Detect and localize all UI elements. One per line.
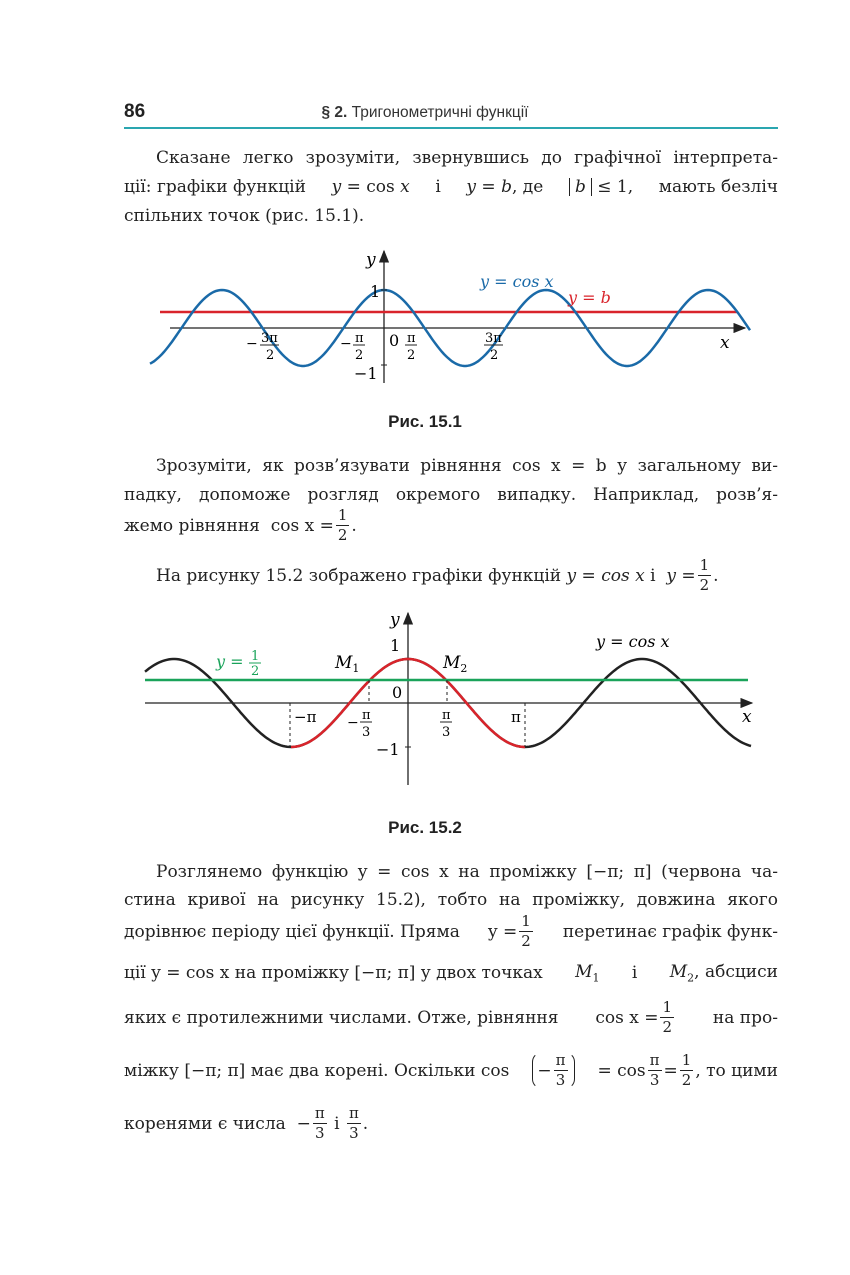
fig2-y-label: y — [390, 610, 400, 630]
fig2-label-half-num: 1 — [251, 649, 260, 664]
fig2-tick-pi: π — [511, 708, 521, 726]
fig2-tick-one: 1 — [390, 636, 401, 655]
p4-line2: стина кривої на рисунку 15.2), тобто на проміжку, довжина якого — [124, 890, 778, 910]
page-number: 86 — [124, 101, 146, 122]
figure-15-1 — [140, 245, 760, 395]
fig1-label-cos: y = cos x — [480, 272, 554, 291]
fig1-tick-minus-one: −1 — [354, 364, 378, 383]
fig2-x-label: x — [742, 707, 752, 727]
p4-line7: коренями є числа − $\frac{\pi}{3}$ і $\frac{\pi}{3}$ . — [124, 1104, 369, 1142]
fig1-tick-zero: 0 — [389, 331, 400, 350]
fig2-tick-pi3-den: 3 — [442, 725, 451, 740]
caption-15-2: Рис. 15.2 — [388, 818, 462, 837]
fig1-tick-m3pi2-den: 2 — [266, 348, 275, 363]
fig1-tick-mpi2-num: π — [355, 331, 364, 346]
fig2-tick-pi3-num: π — [442, 708, 451, 723]
p1-line2: ції: графіки функцій y = cos x і y = b, де b ≤ 1, мають безліч — [124, 177, 778, 197]
p3-line: На рисунку 15.2 зображено графіки функцій y = cos x і y = $\frac{1}{2}$ . — [156, 556, 719, 594]
p4-line3: дорівнює періоду цієї функції. Пряма y = $\frac{1}{2}$ перетинає графік функ- — [124, 912, 778, 950]
fig1-tick-3pi2-den: 2 — [490, 348, 499, 363]
fig2-m1: $M_1$ — [335, 653, 360, 675]
p2-line1: Зрозуміти, як розв’язувати рівняння cos x = b у загальному ви- — [156, 456, 778, 476]
caption-15-1: Рис. 15.1 — [388, 412, 462, 431]
svg-text:−: − — [246, 336, 258, 352]
fig1-tick-one: 1 — [370, 282, 381, 301]
figure-15-2 — [140, 605, 760, 790]
fig2-tick-zero: 0 — [392, 683, 403, 702]
fig1-tick-m3pi2-num: 3π — [261, 331, 278, 346]
fig2-tick-mpi: −π — [294, 708, 317, 726]
running-header: § 2. Тригонометричні функції — [321, 104, 529, 121]
p2-line3: жемо рівняння cos x = $\frac{1}{2}$ . — [124, 506, 357, 544]
fig1-tick-3pi2-num: 3π — [485, 331, 502, 346]
fig2-tick-mpi3-num: π — [362, 708, 371, 723]
fig2-label-half: y = — [216, 652, 244, 671]
fig2-tick-minus-one: −1 — [376, 740, 400, 759]
p1-line1: Сказане легко зрозуміти, звернувшись до графічної інтерпрета- — [156, 148, 778, 168]
fig2-tick-mpi3-den: 3 — [362, 725, 371, 740]
fig2-label-half-den: 2 — [251, 664, 260, 679]
fig1-label-b: y = b — [568, 288, 611, 307]
fig1-tick-mpi2-den: 2 — [355, 348, 364, 363]
p4-line5: яких є протилежними числами. Отже, рівняння cos x = $\frac{1}{2}$ на про- — [124, 998, 778, 1036]
fig2-m2: $M_2$ — [443, 653, 468, 675]
fig2-label-cos: y = cos x — [596, 632, 670, 651]
svg-text:−: − — [340, 336, 352, 352]
svg-text:−: − — [347, 715, 359, 731]
fig1-x-label: x — [720, 333, 730, 353]
fig1-tick-pi2-den: 2 — [407, 348, 416, 363]
fig1-tick-pi2-num: π — [407, 331, 416, 346]
p2-line2: падку, допоможе розгляд окремого випадку. Наприклад, розв’я- — [124, 485, 778, 505]
header-rule — [124, 127, 778, 129]
p4-line6: міжку [−π; π] має два корені. Оскільки cos − $\frac{\pi}{3}$ = cos $\frac{\pi}{3}$ = $\frac{1}{2}$ , то цими — [124, 1051, 778, 1089]
p4-line4: ції y = cos x на проміжку [−π; π] у двох точках $M_1$ і $M_2$, абсциси — [124, 962, 778, 985]
p4-line1: Розглянемо функцію y = cos x на проміжку [−π; π] (червона ча- — [156, 862, 778, 882]
p1-line3: спільних точок (рис. 15.1). — [124, 206, 365, 226]
fig1-y-label: y — [366, 250, 376, 270]
